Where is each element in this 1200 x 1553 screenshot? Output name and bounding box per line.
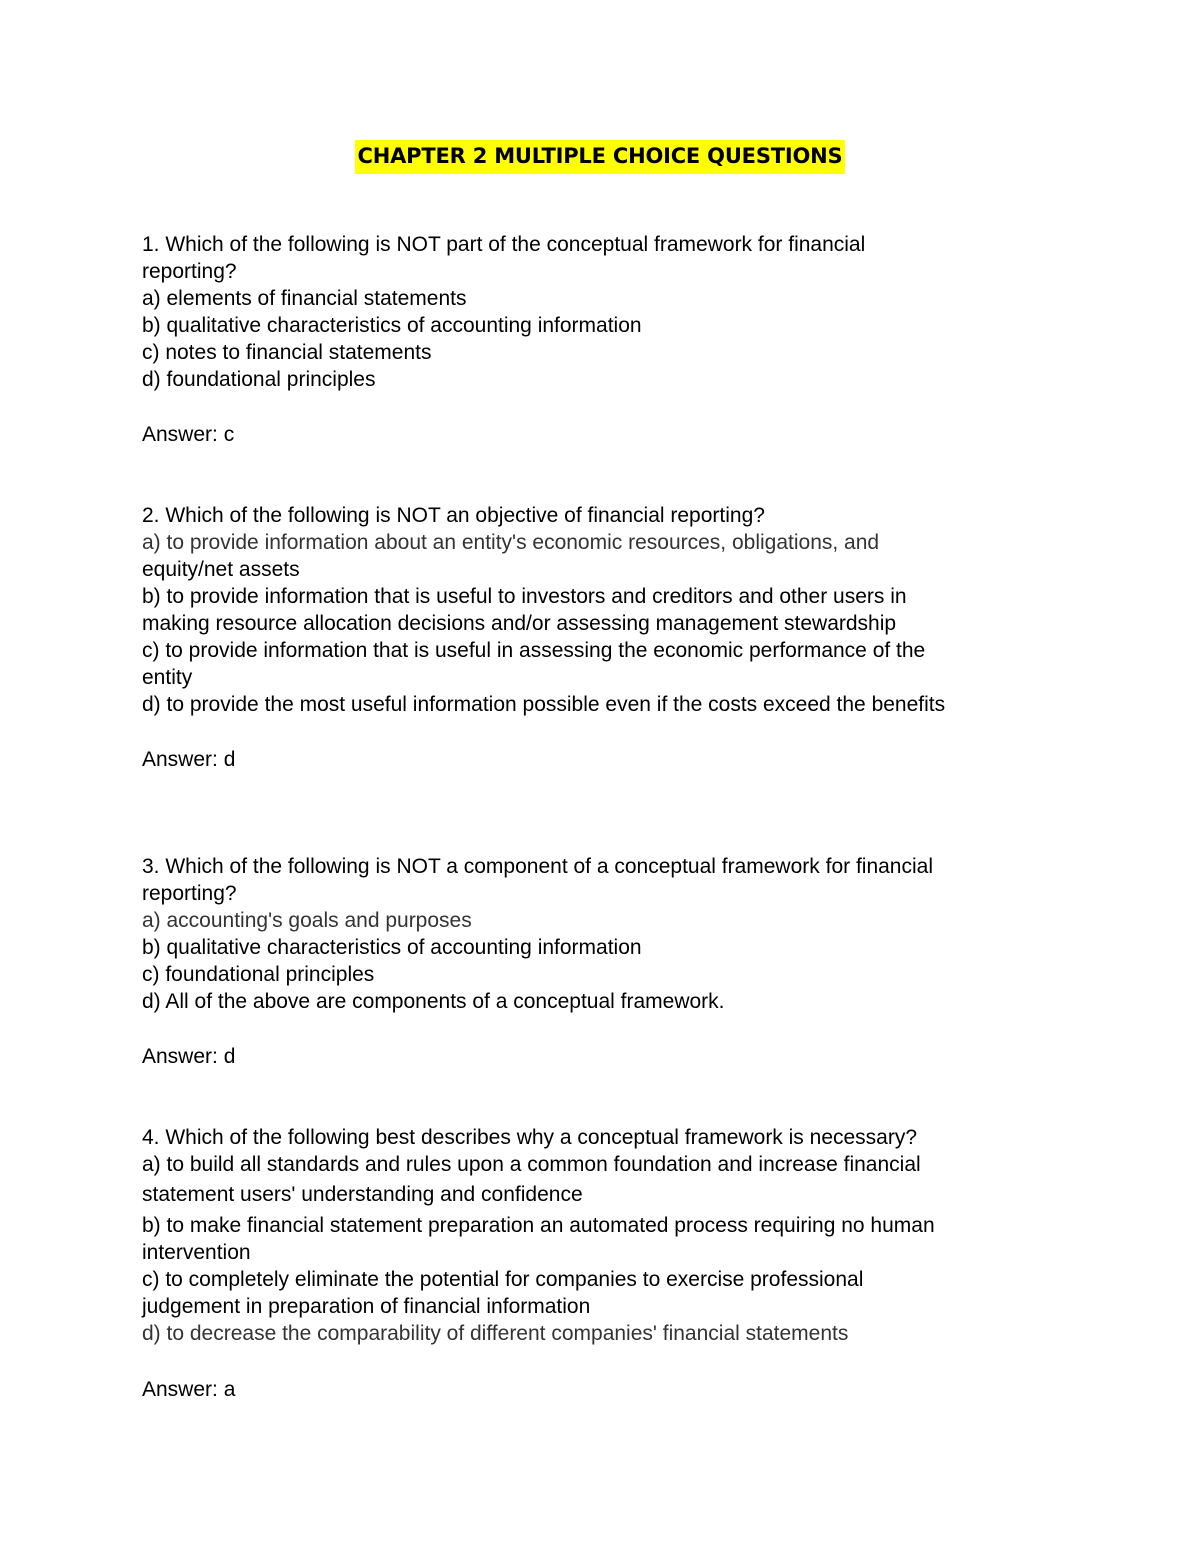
question-1-answer-wrap [142, 421, 1062, 448]
question-2 [142, 502, 1062, 718]
question-3-answer-wrap [142, 1043, 1062, 1070]
question-3 [142, 853, 1062, 1015]
question-2-option-a-cont: equity/net assets [142, 558, 300, 581]
question-2-option-c: c) to provide information that is useful in assessing the economic performance of the [142, 639, 926, 662]
question-1-text-cont: reporting? [142, 260, 237, 283]
question-4-option-c-cont: judgement in preparation of financial information [142, 1295, 591, 1318]
question-1-option-b: b) qualitative characteristics of accounting information [142, 314, 642, 337]
question-4-option-b-cont: intervention [142, 1241, 251, 1264]
question-1-option-d: d) foundational principles [142, 368, 376, 391]
question-1-answer: Answer: c [142, 423, 235, 446]
question-3-option-a: a) accounting's goals and purposes [142, 909, 472, 932]
question-2-answer-wrap [142, 746, 1062, 773]
question-2-answer: Answer: d [142, 748, 236, 771]
question-4-answer-wrap [142, 1376, 1062, 1403]
question-1-text: 1. Which of the following is NOT part of the conceptual framework for financial [142, 233, 866, 256]
question-1-option-c: c) notes to financial statements [142, 341, 432, 364]
question-3-option-c: c) foundational principles [142, 963, 375, 986]
page-title: CHAPTER 2 MULTIPLE CHOICE QUESTIONS [355, 140, 846, 174]
question-1 [142, 231, 1062, 393]
question-3-option-b: b) qualitative characteristics of accounting information [142, 936, 642, 959]
question-3-text: 3. Which of the following is NOT a component of a conceptual framework for financial [142, 855, 933, 878]
question-1-option-a: a) elements of financial statements [142, 287, 467, 310]
question-3-text-cont: reporting? [142, 882, 237, 905]
question-4-text: 4. Which of the following best describes why a conceptual framework is necessary? [142, 1126, 918, 1149]
question-2-option-c-cont: entity [142, 666, 193, 689]
question-4-option-a-cont: statement users' understanding and confidence [142, 1183, 583, 1206]
question-2-text: 2. Which of the following is NOT an objective of financial reporting? [142, 504, 765, 527]
question-2-option-b-cont: making resource allocation decisions and/or assessing management stewardship [142, 612, 897, 635]
question-4-option-a: a) to build all standards and rules upon a common foundation and increase financial [142, 1153, 921, 1176]
question-2-option-a: a) to provide information about an entity's economic resources, obligations, and [142, 531, 880, 554]
question-3-option-d: d) All of the above are components of a conceptual framework. [142, 990, 725, 1013]
question-4-option-d: d) to decrease the comparability of different companies' financial statements [142, 1322, 849, 1345]
question-4-option-b: b) to make financial statement preparation an automated process requiring no human [142, 1214, 935, 1237]
question-4-option-c: c) to completely eliminate the potential for companies to exercise professional [142, 1268, 864, 1291]
title-wrap [0, 140, 1200, 174]
question-4 [142, 1124, 1062, 1347]
question-2-option-b: b) to provide information that is useful to investors and creditors and other users in [142, 585, 907, 608]
question-4-answer: Answer: a [142, 1378, 236, 1401]
question-3-answer: Answer: d [142, 1045, 236, 1068]
question-2-option-d: d) to provide the most useful information possible even if the costs exceed the benefits [142, 693, 946, 716]
